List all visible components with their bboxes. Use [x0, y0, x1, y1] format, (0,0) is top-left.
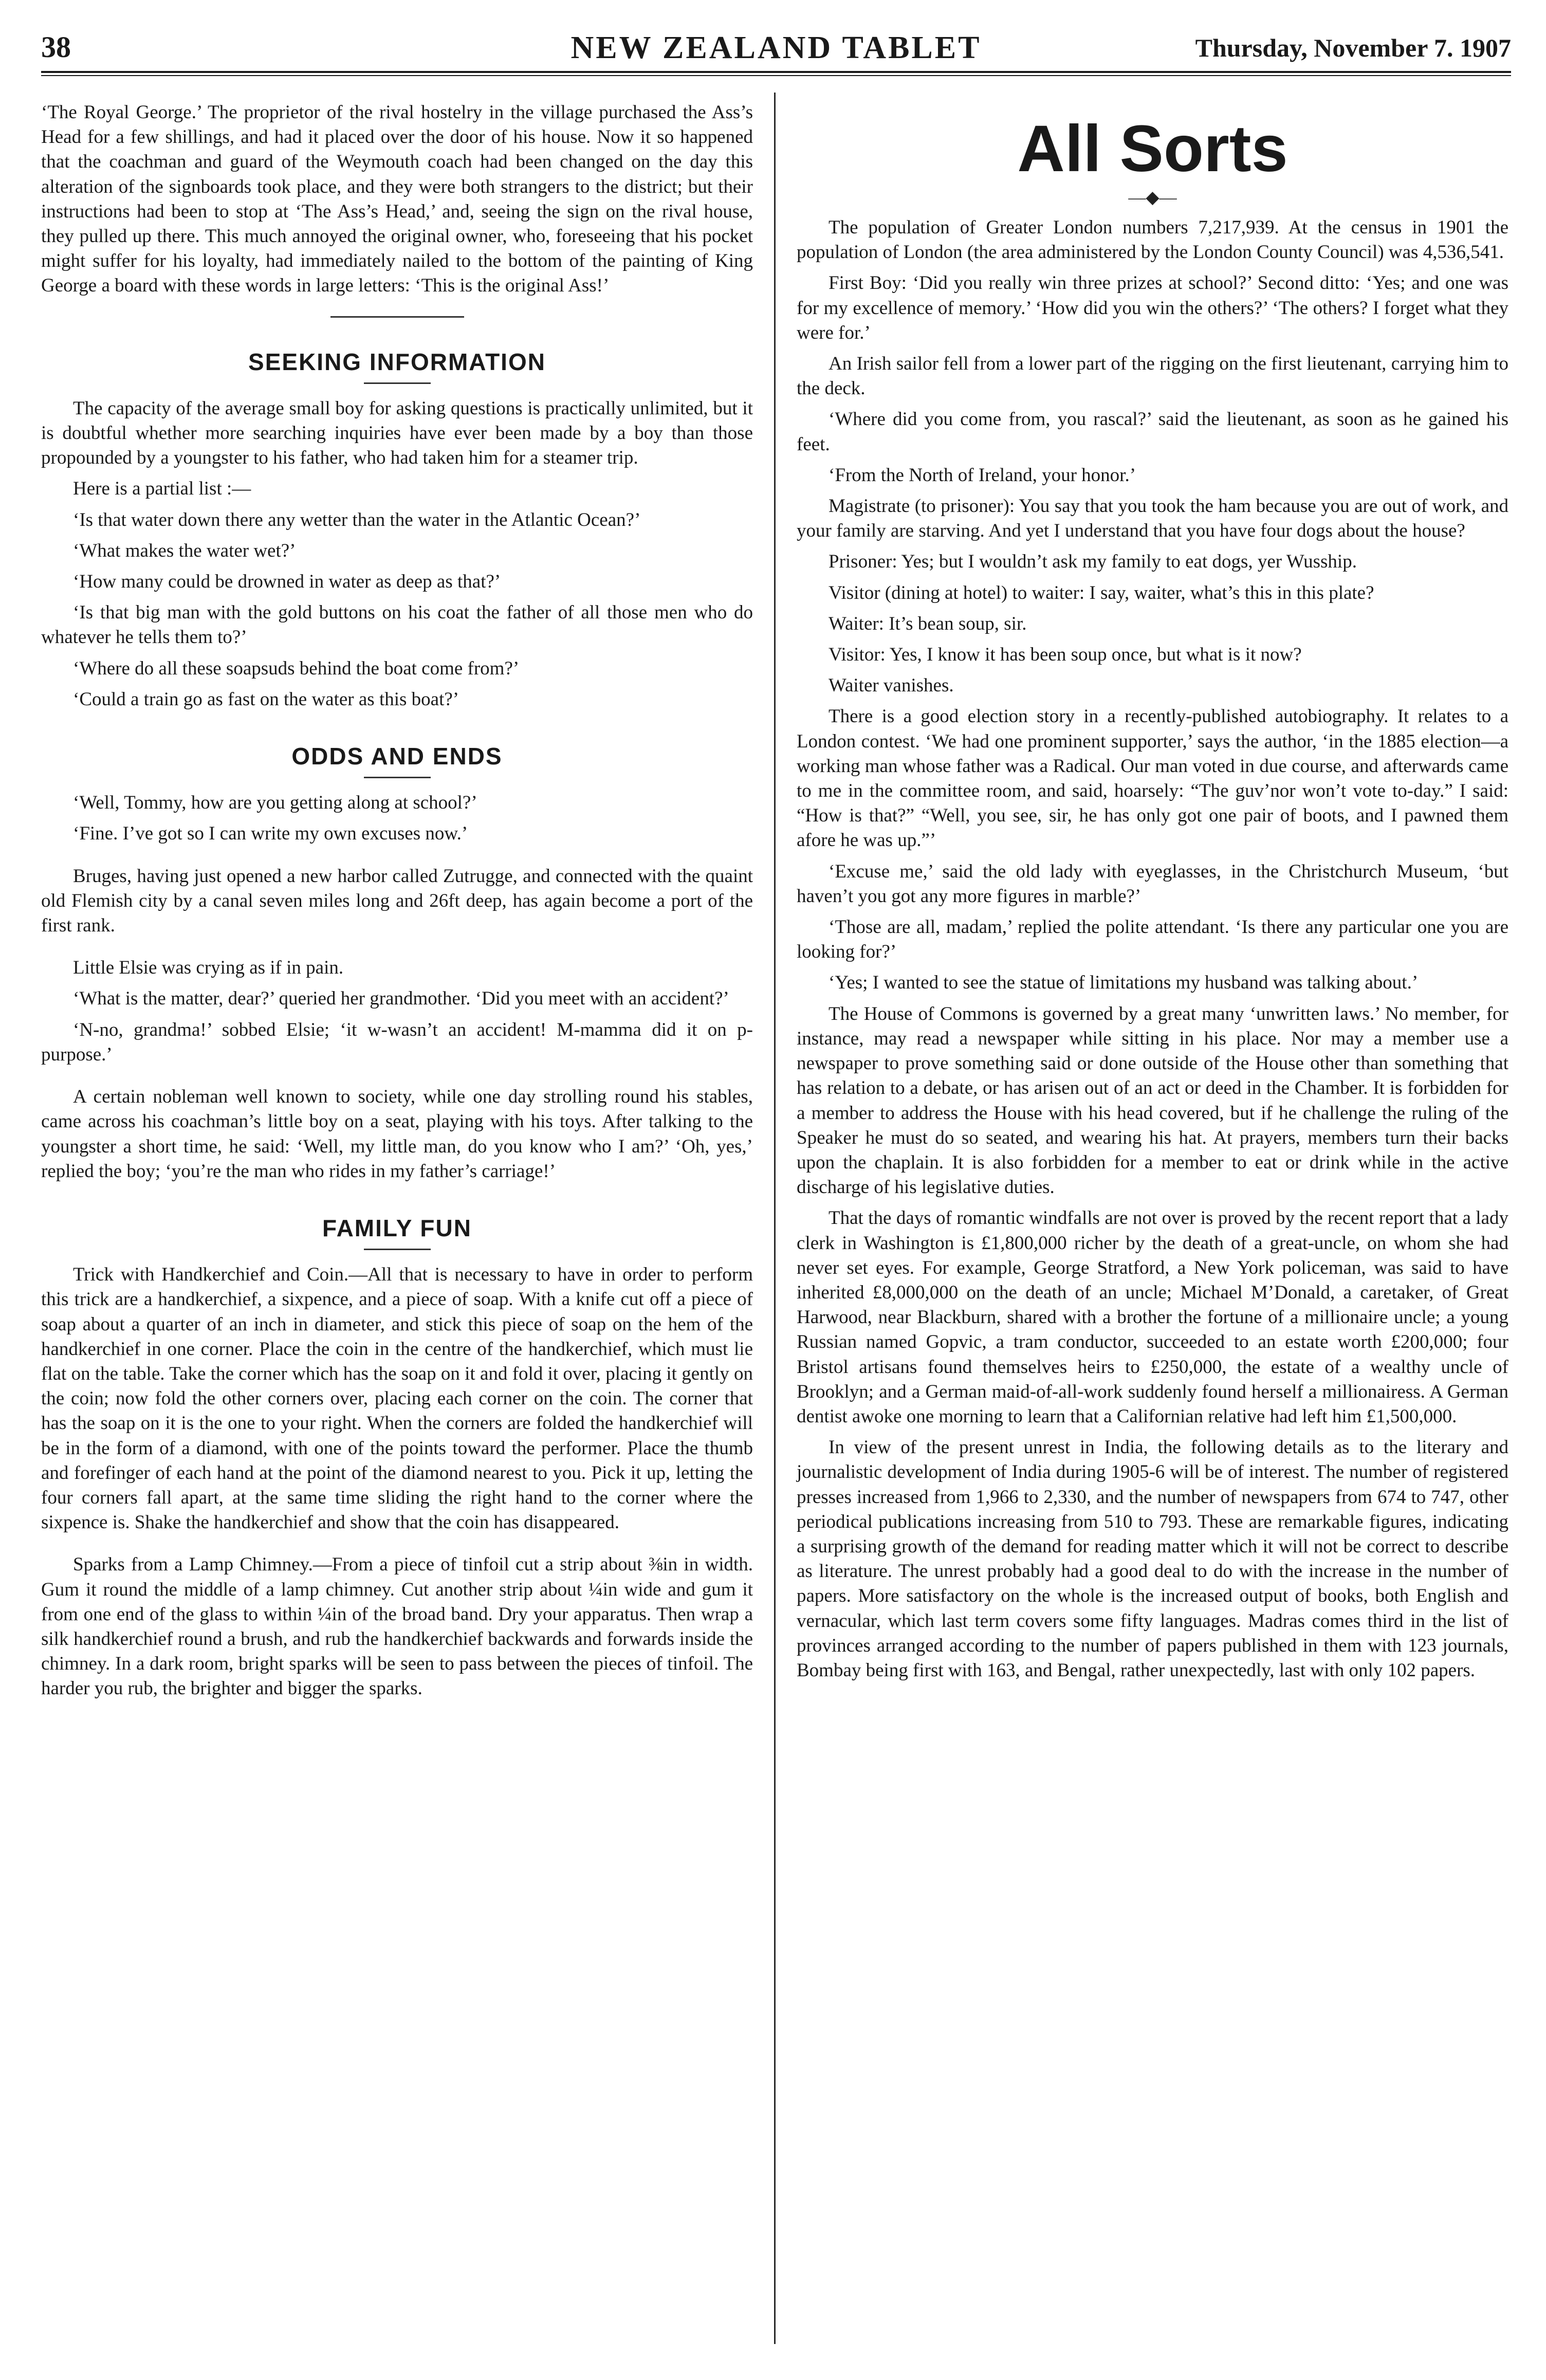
heading-all-sorts: All Sorts	[1017, 112, 1288, 186]
article-paragraph: The population of Greater London numbers 7,217,939. At the census in 1901 the population of London (the area administered by the London County Council) was 4,536,541.	[797, 217, 1508, 263]
ornament-divider: —◆—	[1128, 188, 1177, 207]
article-paragraph: An Irish sailor fell from a lower part of the rigging on the first lieutenant, carrying him to the deck.	[797, 353, 1508, 399]
question-line: ‘Is that big man with the gold buttons on his coat the father of all those men who do whatever he tells them to?’	[41, 602, 753, 648]
heading-family-fun: FAMILY FUN	[322, 1214, 472, 1241]
heading-rule	[364, 1249, 431, 1250]
section-rule	[330, 316, 464, 318]
masthead-rule-thin	[41, 75, 1511, 76]
article-paragraph: The House of Commons is governed by a great many ‘unwritten laws.’ No member, for instance, may read a newspaper while sitting in his place. Nor may a member use a newspaper to prove something said or done outside of the House other than something that has relation to a debate, or has arisen out of an act or deed in the Chamber. It is forbidden for a member to address the House with his head covered, but if he challenge the ruling of the Speaker he must do so seated, and wearing his hat. At prayers, members turn their backs upon the chaplain. It is also forbidden for a member to eat or drink while in the active discharge of his legislative duties.	[797, 1003, 1508, 1198]
page-number: 38	[41, 30, 71, 64]
article-paragraph: ‘What is the matter, dear?’ queried her grandmother. ‘Did you meet with an accident?’	[73, 988, 729, 1010]
article-paragraph: Bruges, having just opened a new harbor called Zutrugge, and connected with the quaint old Flemish city by a canal seven miles long and 26ft deep, has again become a port of the first rank.	[41, 865, 753, 937]
question-line: ‘How many could be drowned in water as deep as that?’	[73, 571, 501, 593]
heading-rule	[364, 777, 431, 778]
article-paragraph: Trick with Handkerchief and Coin.—All that is necessary to have in order to perform this trick are a handkerchief, a sixpence, and a piece of soap. With a knife cut off a piece of soap about a quarter of an inch in diameter, and stick this piece of soap on the hem of the handkerchief in one corner. Place the coin in the centre of the handkerchief, which must lie flat on the table. Take the corner which has the soap on it and fold it over, placing it gently on the coin; now fold the other corners over, placing each corner on the coin. The corner that has the soap on it is the one to your right. When the corners are folded the handkerchief will be in the form of a diamond, with one of the points toward the performer. Place the thumb and forefinger of each hand at the point of the diamond nearest to you. Pick it up, letting the four corners fall apart, at the same time sliding the right hand to the corner where the sixpence is. Shake the handkerchief and show that the coin has disappeared.	[41, 1264, 753, 1533]
article-paragraph: ‘The Royal George.’ The proprietor of the rival hostelry in the village purchased the Ass’s Head for a few shillings, and had it placed over the door of his house. Now it so happened that the coachman and guard of the Weymouth coach had been changed on the day this alteration of the signboards took place, and they were both strangers to the district; but their instructions had been to stop at ‘The Ass’s Head,’ and, seeing the sign on the rival house, they pulled up there. This much annoyed the original owner, who, foreseeing that his pocket might suffer for his loyalty, had immediately nailed to the bottom of the painting of King George a board with these words in large letters: ‘This is the original Ass!’	[41, 102, 753, 297]
article-paragraph: Little Elsie was crying as if in pain.	[73, 957, 344, 979]
article-paragraph: ‘Where did you come from, you rascal?’ said the lieutenant, as soon as he gained his feet.	[797, 409, 1508, 455]
article-paragraph: Magistrate (to prisoner): You say that you took the ham because you are out of work, and your family are starving. And yet I understand that you have four dogs about the house?	[797, 496, 1508, 542]
article-paragraph: Prisoner: Yes; but I wouldn’t ask my family to eat dogs, yer Wusship.	[829, 551, 1357, 573]
heading-seeking-information: SEEKING INFORMATION	[248, 348, 546, 375]
masthead	[41, 30, 1511, 71]
left-column	[41, 100, 753, 1708]
issue-date: Thursday, November 7. 1907	[1195, 33, 1511, 62]
article-paragraph: ‘Yes; I wanted to see the statue of limitations my husband was talking about.’	[829, 972, 1419, 994]
masthead-rule	[41, 71, 1511, 73]
question-line: ‘What makes the water wet?’	[73, 540, 296, 561]
article-paragraph: There is a good election story in a recently-published autobiography. It relates to a London contest. ‘We had one prominent supporter,’ says the author, ‘in the 1885 election—a working man whose father was a Radical. Our man voted in due course, and afterwards came to me in the committee room, and said, hoarsely: “The guv’nor won’t vote to-day.” I said: “How is that?” “Well, you see, sir, he has only got one pair of boots, and I pawned them afore he was up.”’	[797, 706, 1508, 851]
right-column	[797, 100, 1508, 1689]
article-paragraph: In view of the present unrest in India, the following details as to the literary and journalistic development of India during 1905-6 will be of interest. The number of registered presses increased from 1,966 to 2,330, and the number of newspapers from 674 to 747, other periodical publications increasing from 510 to 793. These are remarkable figures, indicating a surprising growth of the demand for reading matter which it will not be correct to describe as literature. The unrest probably had a good deal to do with the increase in the number of papers. More satisfactory on the whole is the increased output of books, both English and vernacular, which last term covers some fifty languages. Madras comes third in the list of provinces arranged according to the number of papers published in them with 123 journals, Bombay being first with 163, and Bengal, rather unexpectedly, last with only 102 papers.	[797, 1437, 1508, 1681]
article-paragraph: Visitor: Yes, I know it has been soup once, but what is it now?	[829, 644, 1302, 666]
article-paragraph: ‘Those are all, madam,’ replied the polite attendant. ‘Is there any particular one you are looking for?’	[797, 917, 1508, 963]
article-paragraph: A certain nobleman well known to society, while one day strolling round his stables, came across his coachman’s little boy on a seat, playing with his toys. After talking to the youngster a short time, he said: ‘Well, my little man, do you know who I am?’ ‘Oh, yes,’ replied the boy; ‘you’re the man who rides in my father’s carriage!’	[41, 1086, 753, 1182]
article-paragraph: First Boy: ‘Did you really win three prizes at school?’ Second ditto: ‘Yes; and one was for my excellence of memory.’ ‘How did you win the others?’ ‘The others? I forget what they were for.’	[797, 272, 1508, 343]
article-paragraph: Waiter vanishes.	[829, 675, 954, 697]
article-paragraph: ‘Well, Tommy, how are you getting along at school?’	[73, 792, 477, 814]
article-paragraph: Here is a partial list :—	[73, 478, 251, 500]
article-paragraph: ‘N-no, grandma!’ sobbed Elsie; ‘it w-wasn’t an accident! M-mamma did it on p-purpose.’	[41, 1019, 753, 1065]
article-paragraph: Sparks from a Lamp Chimney.—From a piece of tinfoil cut a strip about ⅜in in width. Gum it round the middle of a lamp chimney. Cut another strip about ¼in wide and gum it from one end of the glass to within ¼in of the broad band. Dry your apparatus. Then wrap a silk handkerchief round a brush, and rub the handkerchief backwards and forwards inside the chimney. In a dark room, bright sparks will be seen to pass between the pieces of tinfoil. The harder you rub, the brighter and bigger the sparks.	[41, 1554, 753, 1699]
article-paragraph: Visitor (dining at hotel) to waiter: I say, waiter, what’s this in this plate?	[829, 582, 1374, 603]
column-divider	[774, 93, 776, 2344]
article-paragraph: That the days of romantic windfalls are not over is proved by the recent report that a lady clerk in Washington is £1,800,000 richer by the death of a great-uncle, on whom she had never set eyes. For example, George Stratford, a New York policeman, was said to have inherited £8,000,000 on the death of an uncle; Michael M’Donald, a caretaker, of Great Harwood, near Blackburn, shared with a brother the fortune of a millionaire uncle; a young Russian named Gopvic, a tram conductor, succeeded to an estate worth £200,000; four Bristol artisans found themselves heirs to £250,000, the estate of a wealthy uncle of Brooklyn; and a German maid-of-all-work suddenly found herself a millionairess. A German dentist awoke one morning to learn that a Californian relative had left him £1,500,000.	[797, 1207, 1508, 1427]
article-paragraph: Waiter: It’s bean soup, sir.	[829, 613, 1027, 634]
publication-title: NEW ZEALAND TABLET	[570, 30, 982, 65]
article-paragraph: ‘Excuse me,’ said the old lady with eyeglasses, in the Christchurch Museum, ‘but haven’t you got any more figures in marble?’	[797, 861, 1508, 907]
question-line: ‘Where do all these soapsuds behind the boat come from?’	[73, 657, 520, 679]
article-paragraph: ‘From the North of Ireland, your honor.’	[829, 464, 1136, 486]
heading-rule	[364, 382, 431, 384]
article-paragraph: The capacity of the average small boy for asking questions is practically unlimited, but it is doubtful whether more searching inquiries have ever been made by a boy than those propounded by a youngster to his father, who had taken him for a steamer trip.	[41, 397, 753, 469]
heading-odds-and-ends: ODDS AND ENDS	[291, 743, 503, 770]
question-line: ‘Could a train go as fast on the water as this boat?’	[73, 688, 459, 710]
article-paragraph: ‘Fine. I’ve got so I can write my own excuses now.’	[73, 823, 468, 845]
question-line: ‘Is that water down there any wetter than the water in the Atlantic Ocean?’	[73, 509, 641, 530]
